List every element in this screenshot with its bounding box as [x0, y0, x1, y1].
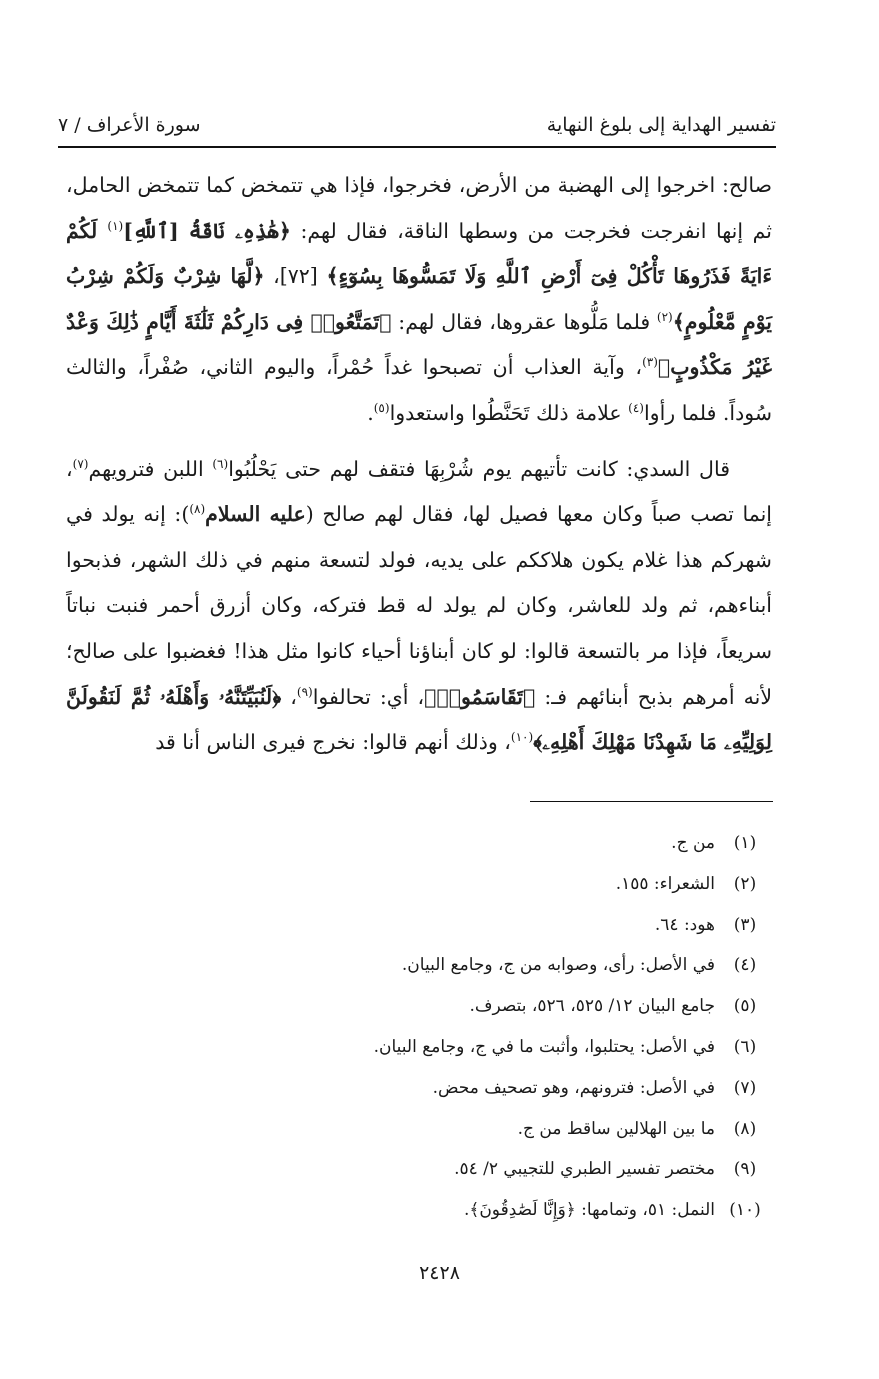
- quran-quote: ﴿هَٰذِهِۦ نَاقَةُ [ٱللَّهِ]: [123, 218, 291, 243]
- footnote-reference: (٦): [212, 456, 229, 471]
- running-header: [58, 108, 776, 142]
- footnote: [215, 905, 775, 946]
- quran-quote: لَكُمْ ءَايَةً فَذَرُوهَا تَأْكُلْ فِىٓ أَرْضِ ٱللَّهِ وَلَا تَمَسُّوهَا بِسُوٓءٍ﴾: [66, 218, 772, 289]
- footnote-reference: (٨): [189, 502, 206, 517]
- paragraph-2: [66, 447, 772, 766]
- text-run: ،: [281, 684, 297, 709]
- footnote-number: (١): [733, 833, 757, 853]
- quran-quote: ﴿تَقَاسَمُوا۟﴾: [424, 684, 536, 709]
- text-run: فلما مَلُّوها عقروها، فقال لهم:: [391, 309, 657, 334]
- text-run: [٧٢]،: [264, 264, 327, 289]
- quran-quote: عليه السلام: [205, 502, 306, 527]
- footnote-text: جامع البيان ١٢/ ٥٢٥، ٥٢٦، بتصرف.: [469, 996, 715, 1017]
- text-run: ، وآية العذاب أن تصبحوا غداً حُمْراً، واليوم الثاني، صُفْراً، والثالث سُوداً. فلما رأوا: [66, 355, 772, 425]
- footnote-number: (٥): [733, 996, 757, 1017]
- footnote-text: من ج.: [671, 833, 715, 853]
- footnote: [215, 1190, 775, 1231]
- footnote-text: في الأصل: يحتلبوا، وأثبت ما في ج، وجامع البيان.: [373, 1036, 715, 1057]
- footnote-reference: (٤): [628, 401, 644, 416]
- quran-quote: ﴿تَمَتَّعُوا۟ فِى دَارِكُمْ ثَلَٰثَةَ أَيَّامٍ ذَٰلِكَ وَعْدٌ غَيْرُ مَكْذُوبٍ﴾: [66, 309, 773, 380]
- paragraph-1: [66, 163, 772, 437]
- footnote: [215, 1149, 775, 1190]
- footnote-number: (٩): [733, 1159, 757, 1180]
- header-divider: [58, 146, 776, 148]
- footnote-number: (١٠): [729, 1200, 761, 1221]
- footnote: [215, 823, 775, 864]
- footnote-text: ما بين الهلالين ساقط من ج.: [517, 1118, 715, 1139]
- quran-quote: ﴿لَّهَا شِرْبٌ وَلَكُمْ شِرْبُ يَوْمٍ مَّعْلُومٍ﴾: [66, 264, 772, 334]
- footnote-number: (٢): [733, 873, 757, 894]
- footnote-reference: (٧): [72, 456, 89, 471]
- footnote-reference: (٢): [656, 309, 673, 324]
- footnote-text: النمل: ٥١، وتمامها: ﴿وَإِنَّا لَصَٰدِقُونَ﴾.: [463, 1200, 715, 1221]
- footnote-number: (٣): [733, 914, 757, 935]
- main-text: [66, 163, 772, 766]
- surah-section: سورة الأعراف / ٧: [58, 114, 201, 136]
- footnote-reference: (١): [107, 218, 124, 233]
- footnote-text: الشعراء: ١٥٥.: [615, 873, 715, 894]
- footnote-text: مختصر تفسير الطبري للتجيبي ٢/ ٥٤.: [454, 1159, 715, 1180]
- footnote-number: (٦): [733, 1036, 757, 1057]
- footnote-text: في الأصل: رأى، وصوابه من ج، وجامع البيان.: [401, 955, 715, 976]
- footnote-number: (٧): [733, 1077, 757, 1098]
- footnote-reference: (٥): [373, 401, 390, 416]
- footnote-reference: (١٠): [510, 730, 534, 745]
- footnote: [215, 1068, 775, 1109]
- footnote-number: (٨): [733, 1118, 757, 1139]
- footnote-text: في الأصل: فترونهم، وهو تصحيف محض.: [432, 1077, 715, 1098]
- text-run: علامة ذلك تَحَنَّطُوا واستعدوا: [389, 400, 629, 425]
- footnote: [215, 1027, 775, 1068]
- text-run: .: [367, 400, 374, 425]
- text-run: ، وذلك أنهم قالوا: نخرج فيرى الناس أنا قد: [155, 730, 511, 755]
- text-run: صالح: اخرجوا إلى الهضبة من الأرض، فخرجوا، فإذا هي تتمخض كما تتمخض الحامل، ثم إنها انفرجت فخرجت من وسطها الناقة، فقال لهم:: [66, 173, 772, 243]
- text-run: ، أي: تحالفوا: [312, 684, 425, 709]
- footnote-reference: (٩): [296, 684, 313, 699]
- footnote-reference: (٣): [642, 355, 658, 370]
- footnote: [215, 945, 775, 986]
- footnote: [215, 864, 775, 905]
- footnote-text: هود: ٦٤.: [654, 914, 715, 935]
- footnotes-list: [215, 823, 775, 1231]
- footnote: [215, 986, 775, 1027]
- text-run: اللبن فترويهم: [88, 456, 213, 481]
- page-number: ٢٤٢٨: [419, 1262, 460, 1284]
- text-run: قال السدي: كانت تأتيهم يوم شُرْبِهَا فتقف لهم حتى يَحْلُبُوا: [228, 456, 731, 481]
- book-title: تفسير الهداية إلى بلوغ النهاية: [546, 114, 776, 136]
- quran-quote: ﴿لَنُبَيِّتَنَّهُۥ وَأَهْلَهُۥ ثُمَّ لَنَقُولَنَّ لِوَلِيِّهِۦ مَا شَهِدْنَا مَهْلِكَ أَهْلِهِۦ﴾: [66, 684, 772, 755]
- footnote-number: (٤): [733, 955, 757, 976]
- footnote-divider: [530, 801, 773, 802]
- footnote: [215, 1109, 775, 1150]
- text-run: ): إنه يولد في شهركم هذا غلام يكون هلاككم على يديه، فولد لتسعة منهم في ذلك الشهر، فذبحوا أبناءهم، ثم ولد للعاشر، وكان لم يولد له قط فتركه، وكان أزرق أحمر فنبت نباتاً سريعاً، فإذا مر بالتسعة قالوا: لو كان أبناؤنا أحياء كانوا مثل هذا! فغضبوا على صالح؛ لأنه أمرهم بذبح أبنائهم فـ:: [66, 502, 773, 709]
- text-run: ، إنما تصب صباً وكان معها فصيل لها، فقال لهم صالح (: [66, 456, 772, 527]
